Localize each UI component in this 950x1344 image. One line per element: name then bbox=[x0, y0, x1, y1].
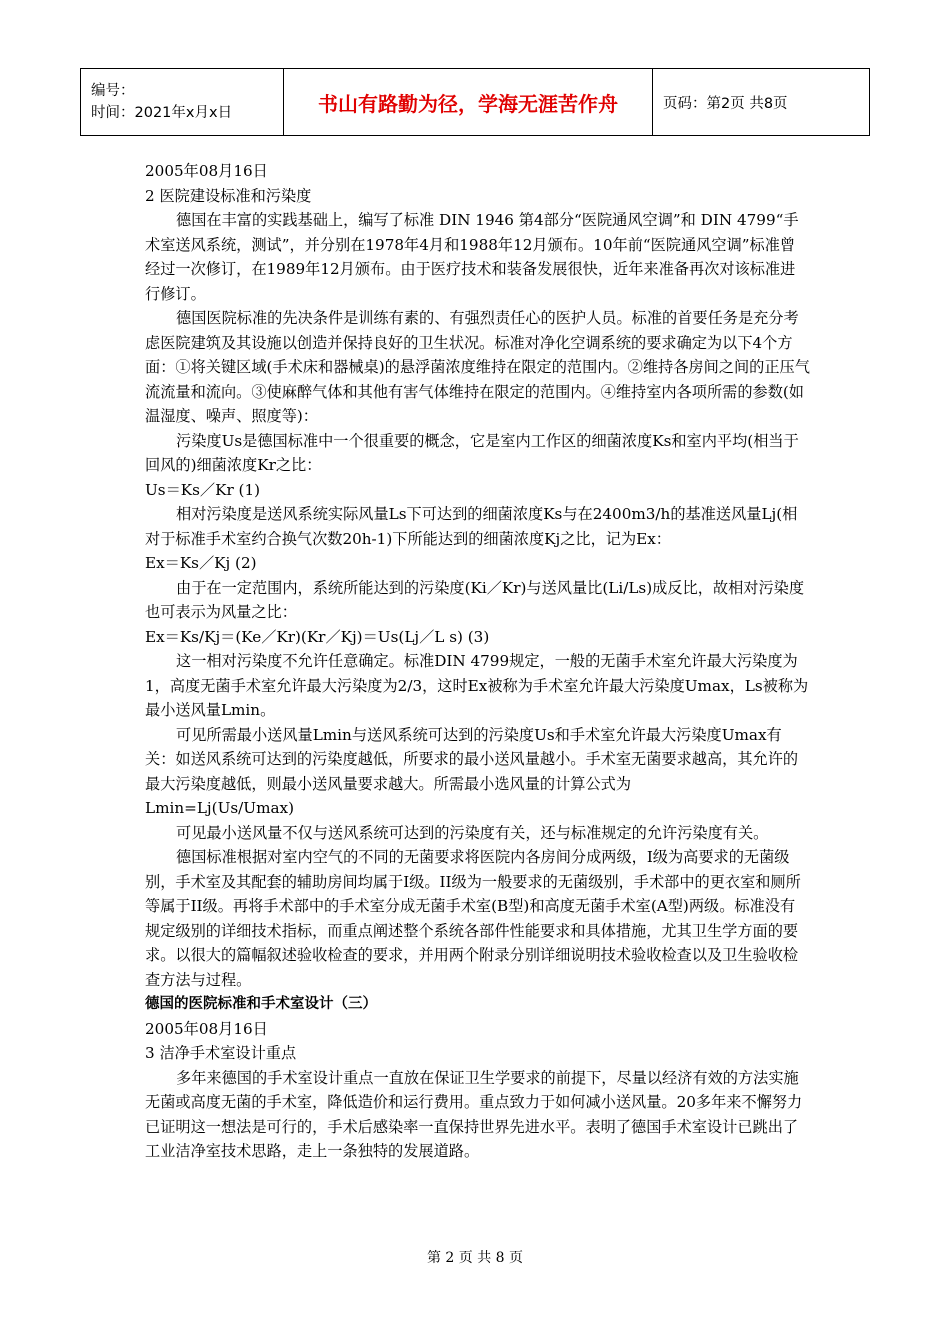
formula-line: Ex＝Ks／Kj (2) bbox=[145, 554, 257, 572]
document-header bbox=[80, 68, 870, 136]
body-paragraph: 污染度Us是德国标准中一个很重要的概念，它是室内工作区的细菌浓度Ks和室内平均(相当于回风的)细菌浓度Kr之比： bbox=[145, 431, 799, 474]
body-paragraph: 多年来德国的手术室设计重点一直放在保证卫生学要求的前提下，尽量以经济有效的方法实施无菌或高度无菌的手术室，降低造价和运行费用。重点致力于如何减小送风量。20多年来不懈努力已证明这一想法是可行的，手术后感染率一直保持世界先进水平。表明了德国手术室设计已跳出了工业洁净室技术思路，走上一条独特的发展道路。 bbox=[145, 1068, 803, 1160]
body-paragraph: 相对污染度是送风系统实际风量Ls下可达到的细菌浓度Ks与在2400m3/h的基准送风量Lj(相对于标准手术室约合换气次数20h-1)下所能达到的细菌浓度Kj之比，记为Ex： bbox=[145, 505, 798, 548]
page-info-cell bbox=[653, 69, 870, 136]
formula-line: Lmin=Lj(Us/Umax) bbox=[145, 799, 295, 817]
formula-line: Ex＝Ks/Kj＝(Ke／Kr)(Kr／Kj)＝Us(Lj／L s) (3) bbox=[145, 627, 490, 646]
body-paragraph: 由于在一定范围内，系统所能达到的污染度(Ki／Kr)与送风量比(Li/Ls)成反比，故相对污染度也可表示为风量之比： bbox=[145, 578, 805, 621]
body-paragraph: 德国医院标准的先决条件是训练有素的、有强烈责任心的医护人员。标准的首要任务是充分考虑医院建筑及其设施以创造并保持良好的卫生状况。标准对净化空调系统的要求确定为以下4个方面：①将关键区域(手术床和器械桌)的悬浮菌浓度维持在限定的范围内。②维持各房间之间的正压气流流量和流向。③使麻醉气体和其他有害气体维持在限定的范围内。④维持室内各项所需的参数(如温湿度、噪声、照度等)： bbox=[145, 309, 810, 425]
body-paragraph: 这一相对污染度不允许任意确定。标准DIN 4799规定，一般的无菌手术室允许最大污染度为1，高度无菌手术室允许最大污染度为2/3，这时Ex被称为手术室允许最大污染度Umax，Ls被称为最小送风量Lmin。 bbox=[145, 652, 809, 719]
section-heading: 2 医院建设标准和污染度 bbox=[145, 186, 312, 205]
document-body bbox=[145, 159, 810, 1164]
page-footer bbox=[0, 1247, 950, 1267]
motto-cell bbox=[284, 69, 653, 136]
body-paragraph: 德国在丰富的实践基础上，编写了标准 DIN 1946 第4部分“医院通风空调”和 DIN 4799“手术室送风系统，测试”，并分别在1978年4月和1988年12月颁布。10年前“医院通风空调”标准曾经过一次修订，在1989年12月颁布。由于医疗技术和装备发展很快，近年来准备再次对该标准进行修订。 bbox=[145, 211, 799, 303]
formula-line: Us＝Ks／Kr (1) bbox=[145, 480, 261, 499]
motto-text: 书山有路勤为径，学海无涯苦作舟 bbox=[318, 91, 618, 116]
date-line: 2005年08月16日 bbox=[145, 162, 268, 180]
section-heading: 3 洁净手术室设计重点 bbox=[145, 1044, 297, 1062]
number-label: 编号： bbox=[91, 83, 135, 99]
body-paragraph: 德国标准根据对室内空气的不同的无菌要求将医院内各房间分成两级，I级为高要求的无菌级别，手术室及其配套的辅助房间均属于I级。II级为一般要求的无菌级别，手术部中的更衣室和厕所等属于II级。再将手术部中的手术室分成无菌手术室(B型)和高度无菌手术室(A型)两级。标准没有规定级别的详细技术指标，而重点阐述整个系统各部件性能要求和具体措施，尤其卫生学方面的要求。以很大的篇幅叙述验收检查的要求，并用两个附录分别详细说明技术验收检查以及卫生验收检查方法与过程。 bbox=[145, 848, 801, 989]
header-meta-cell bbox=[81, 69, 284, 136]
article-title: 德国的医院标准和手术室设计（三） bbox=[145, 996, 377, 1012]
date-line: 2005年08月16日 bbox=[145, 1019, 268, 1038]
page-info-text: 页码：第2页 共8页 bbox=[663, 95, 788, 112]
body-paragraph: 可见最小送风量不仅与送风系统可达到的污染度有关，还与标准规定的允许污染度有关。 bbox=[176, 823, 769, 842]
footer-page-number: 第 2 页 共 8 页 bbox=[426, 1250, 524, 1266]
body-paragraph: 可见所需最小送风量Lmin与送风系统可达到的污染度Us和手术室允许最大污染度Umax有关：如送风系统可达到的污染度越低，所要求的最小送风量越小。手术室无菌要求越高，其允许的最大污染度越低，则最小送风量要求越大。所需最小选风量的计算公式为 bbox=[145, 725, 799, 793]
time-label: 时间：2021年x月x日 bbox=[91, 105, 233, 121]
